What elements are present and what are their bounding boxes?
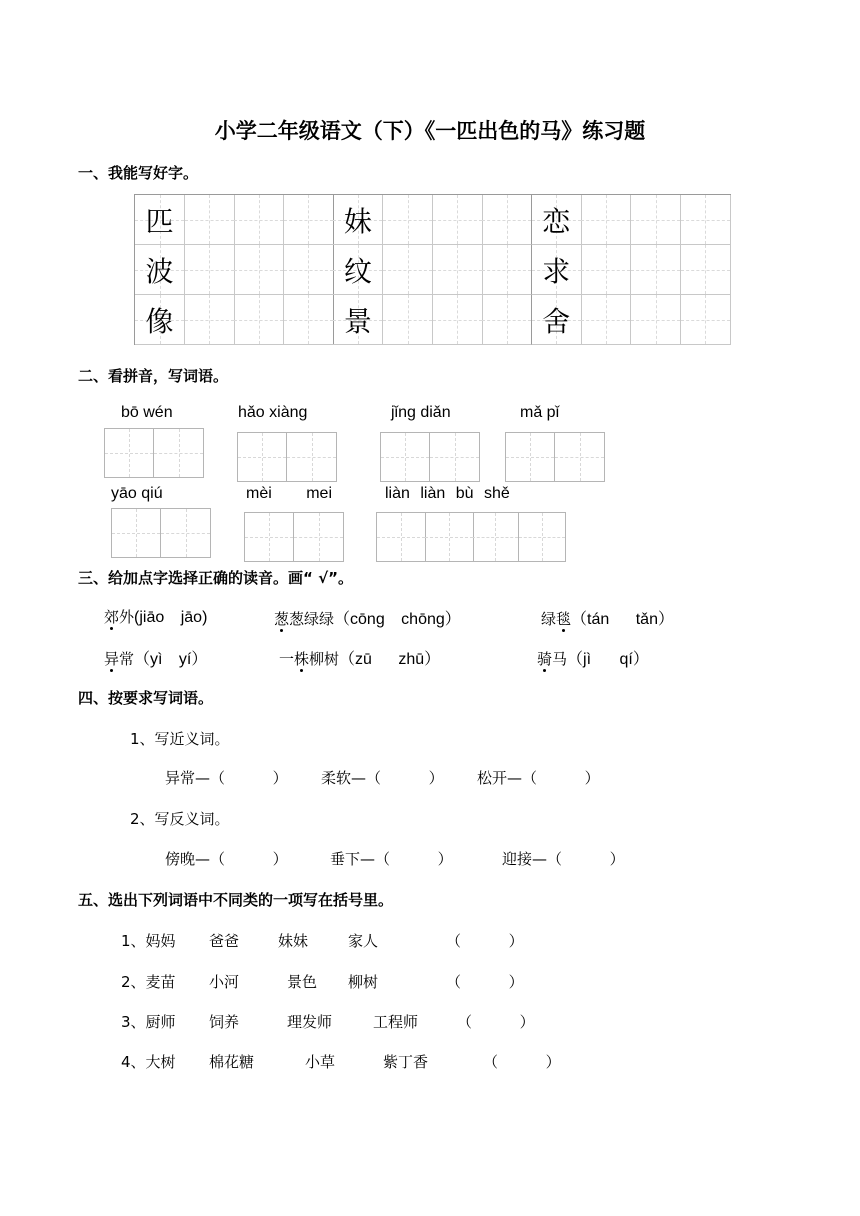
model-character: 妹 (343, 204, 372, 238)
pinyin-answer-box[interactable] (111, 508, 211, 558)
pinyin-label: yāo qiú (111, 485, 163, 502)
pinyin-answer-box[interactable] (244, 512, 344, 562)
word: 妹妹 (278, 932, 309, 950)
writing-cell[interactable] (681, 195, 731, 245)
dotted-char: 毯 (556, 610, 572, 628)
model-character: 舍 (542, 304, 571, 338)
writing-cell[interactable] (383, 295, 433, 345)
writing-cell[interactable] (383, 245, 433, 295)
word: 理发师 (287, 1013, 333, 1031)
writing-cell[interactable] (234, 295, 284, 345)
dotted-char: 葱 (274, 610, 290, 628)
pinyin-label: liàn liàn bù shě (385, 485, 510, 502)
writing-cell (135, 195, 185, 245)
pinyin-answer-box[interactable] (104, 428, 204, 478)
antonym-subheading: 2、写反义词。 (130, 810, 230, 828)
writing-cell[interactable] (433, 245, 483, 295)
pinyin-label: hǎo xiàng (238, 404, 308, 421)
word: 3、厨师 (121, 1013, 176, 1031)
writing-cell[interactable] (234, 245, 284, 295)
section-1-heading: 一、我能写好字。 (78, 164, 199, 182)
writing-cell[interactable] (482, 245, 532, 295)
pinyin-answer-box[interactable] (505, 432, 605, 482)
answer-blank[interactable]: （ ） (446, 973, 524, 991)
word: 家人 (348, 932, 379, 950)
writing-cell[interactable] (631, 295, 681, 345)
answer-blank[interactable]: （ ） (446, 932, 524, 950)
pinyin-label: bō wén (121, 404, 173, 421)
writing-cell (532, 195, 582, 245)
writing-cell[interactable] (433, 295, 483, 345)
dotted-char: 异 (104, 650, 120, 668)
word: 柳树 (348, 973, 379, 991)
section-3-heading: 三、给加点字选择正确的读音。画“ √”。 (78, 569, 353, 587)
writing-cell (135, 295, 185, 345)
synonym-item[interactable]: 异常—（ ） (165, 769, 288, 787)
word: 棉花糖 (209, 1053, 255, 1071)
writing-cell (333, 245, 383, 295)
answer-blank[interactable]: （ ） (457, 1013, 535, 1031)
section-4-heading: 四、按要求写词语。 (78, 689, 214, 707)
reading-choice[interactable]: 郊外(jiāo jāo) (104, 608, 208, 626)
model-character: 景 (343, 304, 372, 338)
section-5-heading: 五、选出下列词语中不同类的一项写在括号里。 (78, 891, 394, 909)
writing-cell (333, 295, 383, 345)
writing-cell[interactable] (284, 195, 334, 245)
synonym-subheading: 1、写近义词。 (130, 730, 230, 748)
writing-cell[interactable] (482, 195, 532, 245)
writing-cell[interactable] (185, 295, 235, 345)
page-title: 小学二年级语文（下）《一匹出色的马》练习题 (214, 119, 646, 143)
writing-cell[interactable] (284, 245, 334, 295)
writing-cell[interactable] (581, 295, 631, 345)
antonym-item[interactable]: 垂下—（ ） (330, 850, 453, 868)
synonym-item[interactable]: 松开—（ ） (477, 769, 600, 787)
writing-cell[interactable] (631, 245, 681, 295)
reading-choice[interactable]: 骑马（jì qí） (537, 650, 649, 668)
writing-cell[interactable] (433, 195, 483, 245)
writing-cell[interactable] (631, 195, 681, 245)
word: 小河 (209, 973, 240, 991)
writing-cell[interactable] (234, 195, 284, 245)
writing-cell[interactable] (681, 245, 731, 295)
writing-cell[interactable] (284, 295, 334, 345)
pinyin-label: mèi mei (246, 485, 333, 502)
pinyin-answer-box[interactable] (237, 432, 337, 482)
writing-cell[interactable] (185, 245, 235, 295)
pinyin-label: mǎ pǐ (520, 404, 560, 421)
reading-choice[interactable]: 绿毯（tán tǎn） (541, 610, 674, 628)
writing-cell[interactable] (185, 195, 235, 245)
model-character: 恋 (542, 204, 571, 238)
dotted-char: 株 (294, 650, 310, 668)
word: 2、麦苗 (121, 973, 176, 991)
model-character: 匹 (145, 204, 174, 238)
section-2-heading: 二、看拼音，写词语。 (78, 367, 229, 385)
pinyin-answer-box[interactable] (380, 432, 480, 482)
writing-cell[interactable] (581, 245, 631, 295)
reading-choice[interactable]: 一株柳树（zū zhū） (279, 650, 441, 668)
model-character: 求 (542, 254, 571, 288)
writing-cell (135, 245, 185, 295)
model-character: 波 (145, 254, 174, 288)
pinyin-label: jǐng diǎn (391, 404, 451, 421)
dotted-char: 郊 (104, 608, 120, 626)
antonym-item[interactable]: 迎接—（ ） (502, 850, 625, 868)
character-writing-grid (134, 194, 731, 345)
dotted-char: 骑 (537, 650, 553, 668)
word: 饲养 (209, 1013, 240, 1031)
word: 景色 (287, 973, 318, 991)
synonym-item[interactable]: 柔软—（ ） (321, 769, 444, 787)
writing-cell (333, 195, 383, 245)
writing-cell (532, 295, 582, 345)
word: 4、大树 (121, 1053, 176, 1071)
writing-cell[interactable] (383, 195, 433, 245)
writing-cell (532, 245, 582, 295)
word: 爸爸 (209, 932, 240, 950)
model-character: 纹 (343, 254, 372, 288)
antonym-item[interactable]: 傍晚—（ ） (165, 850, 288, 868)
reading-choice[interactable]: 异常（yì yí） (104, 650, 208, 668)
reading-choice[interactable]: 葱葱绿绿（cōng chōng） (274, 610, 461, 628)
word: 工程师 (373, 1013, 419, 1031)
pinyin-answer-box[interactable] (376, 512, 566, 562)
word: 小草 (305, 1053, 336, 1071)
model-character: 像 (145, 304, 174, 338)
answer-blank[interactable]: （ ） (483, 1053, 561, 1071)
writing-cell[interactable] (581, 195, 631, 245)
writing-cell[interactable] (482, 295, 532, 345)
writing-cell[interactable] (681, 295, 731, 345)
odd-one-out-row-1: 1、妈妈 (121, 932, 176, 950)
word: 紫丁香 (383, 1053, 429, 1071)
